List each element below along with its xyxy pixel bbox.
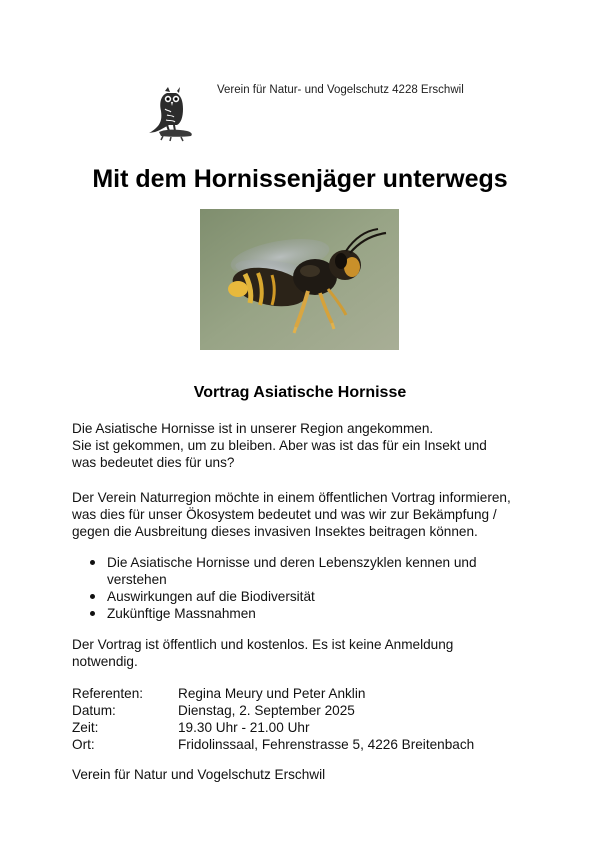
list-item bbox=[72, 554, 542, 588]
detail-row-location bbox=[72, 736, 542, 753]
detail-label: Ort: bbox=[72, 737, 95, 752]
list-item bbox=[72, 605, 542, 622]
lecture-subtitle: Vortrag Asiatische Hornisse bbox=[193, 384, 407, 401]
topic-line: verstehen bbox=[107, 572, 167, 587]
intro-line: was bedeutet dies für uns? bbox=[72, 455, 235, 470]
hornet-photo bbox=[200, 209, 399, 350]
intro-paragraph bbox=[72, 420, 542, 471]
bullet-icon bbox=[90, 560, 95, 565]
owl-icon bbox=[147, 85, 203, 143]
info-line: gegen die Ausbreitung dieses invasiven Insektes beitragen können. bbox=[72, 524, 478, 539]
detail-row-time bbox=[72, 719, 542, 736]
list-item bbox=[72, 588, 542, 605]
detail-label: Zeit: bbox=[72, 720, 99, 735]
footer-org: Verein für Natur und Vogelschutz Erschwil bbox=[72, 767, 326, 782]
info-line: Der Verein Naturregion möchte in einem öffentlichen Vortrag informieren, bbox=[72, 490, 511, 505]
detail-row-date bbox=[72, 702, 542, 719]
info-paragraph bbox=[72, 489, 542, 540]
notice-paragraph bbox=[72, 636, 542, 670]
intro-line: Die Asiatische Hornisse ist in unserer Region angekommen. bbox=[72, 421, 434, 436]
info-line: was dies für unser Ökosystem bedeutet und was wir zur Bekämpfung / bbox=[72, 507, 497, 522]
detail-value: Dienstag, 2. September 2025 bbox=[178, 703, 355, 718]
detail-label: Referenten: bbox=[72, 686, 144, 701]
notice-line: Der Vortrag ist öffentlich und kostenlos. Es ist keine Anmeldung bbox=[72, 637, 454, 652]
detail-value: Regina Meury und Peter Anklin bbox=[178, 686, 366, 701]
topic-line: Zukünftige Massnahmen bbox=[107, 606, 256, 621]
detail-value: 19.30 Uhr - 21.00 Uhr bbox=[178, 720, 310, 735]
intro-line: Sie ist gekommen, um zu bleiben. Aber was ist das für ein Insekt und bbox=[72, 438, 487, 453]
topic-line: Die Asiatische Hornisse und deren Lebenszyklen kennen und bbox=[107, 555, 477, 570]
org-header: Verein für Natur- und Vogelschutz 4228 Erschwil bbox=[217, 84, 464, 96]
detail-value: Fridolinssaal, Fehrenstrasse 5, 4226 Breitenbach bbox=[178, 737, 475, 752]
notice-line: notwendig. bbox=[72, 654, 138, 669]
bullet-icon bbox=[90, 594, 95, 599]
detail-label: Datum: bbox=[72, 703, 116, 718]
detail-row-speakers bbox=[72, 685, 542, 702]
topics-list bbox=[72, 554, 542, 622]
topic-line: Auswirkungen auf die Biodiversität bbox=[107, 589, 315, 604]
bullet-icon bbox=[90, 611, 95, 616]
event-details bbox=[72, 685, 542, 753]
page-title: Mit dem Hornissenjäger unterwegs bbox=[92, 165, 508, 193]
